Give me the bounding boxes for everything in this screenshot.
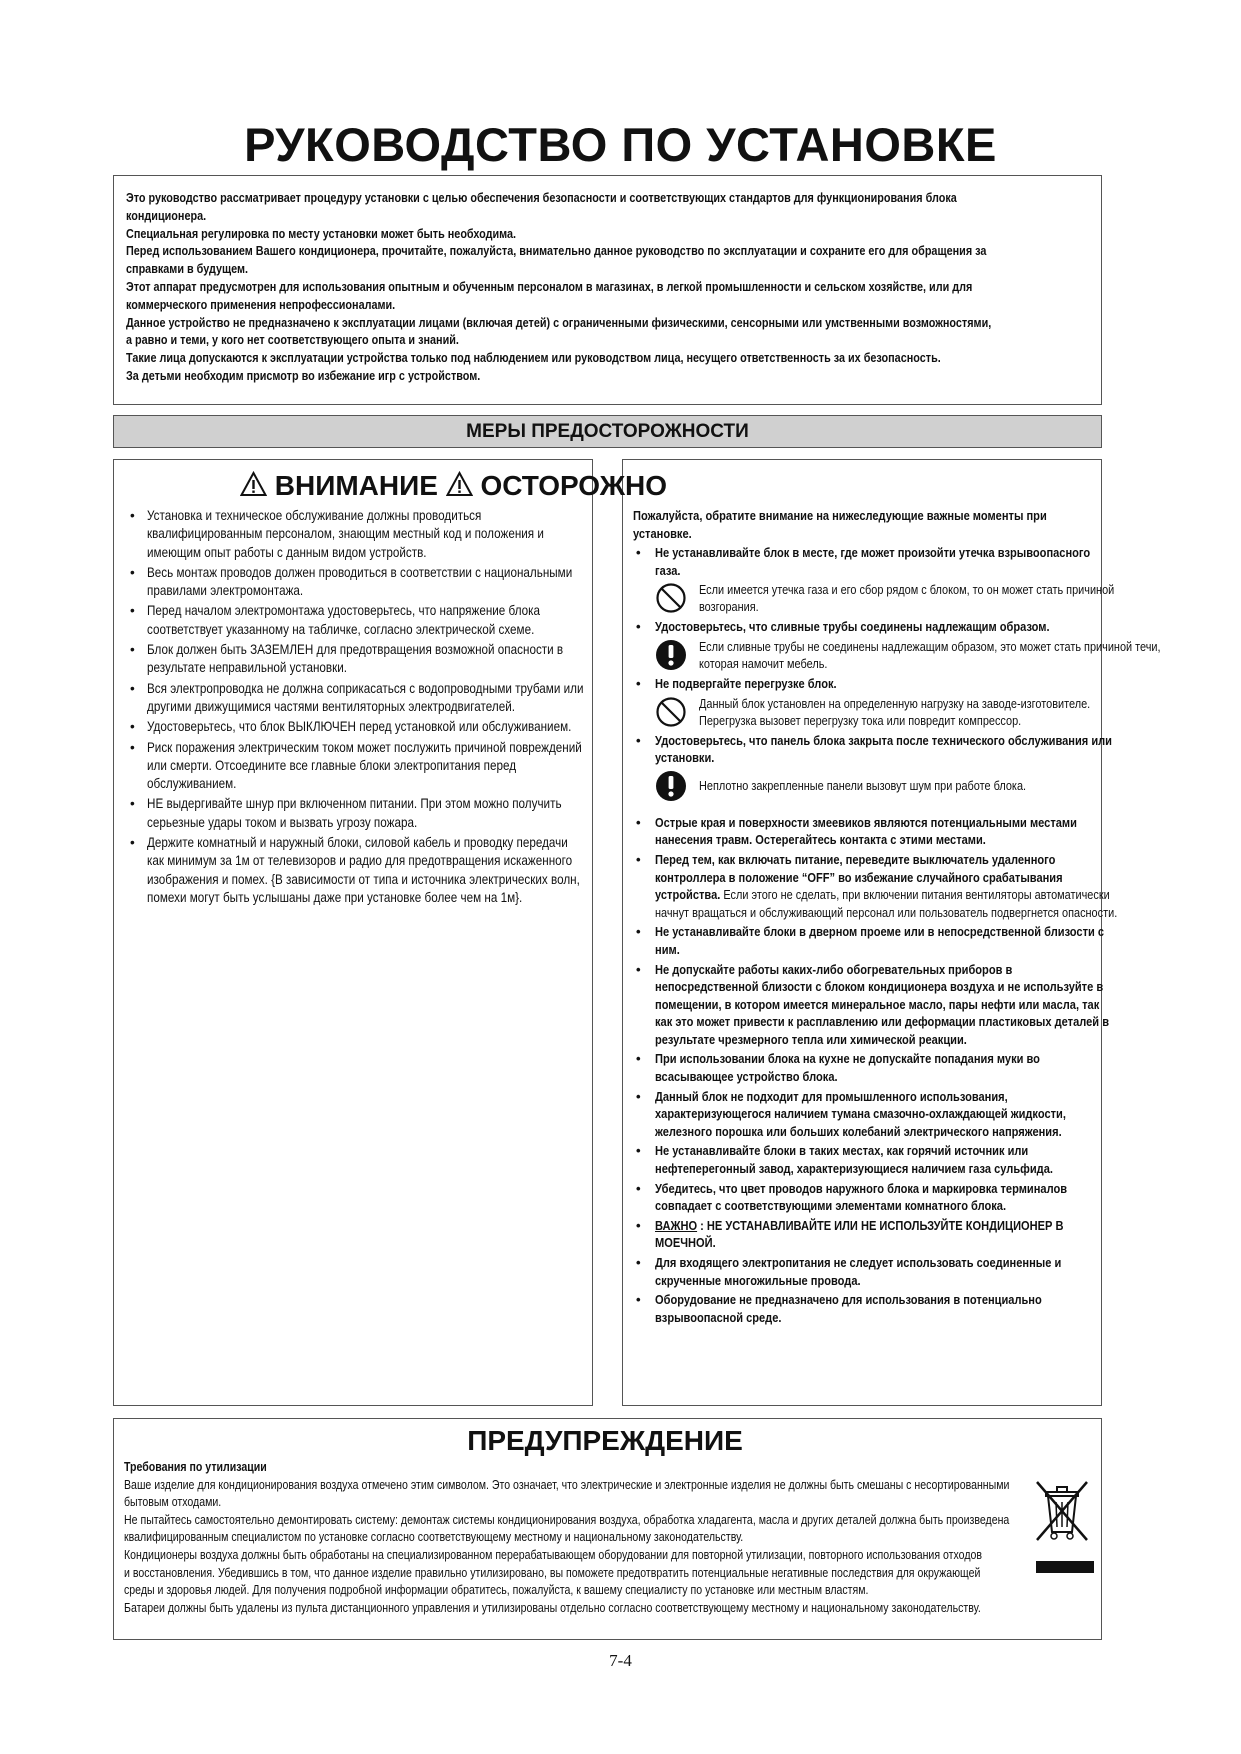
- disposal-section: [124, 1459, 1044, 1617]
- warning-lead: Пожалуйста, обратите внимание на нижеследующие важные моменты при установке.: [633, 508, 1047, 541]
- exclamation-icon: [655, 770, 687, 802]
- exclamation-icon: [655, 639, 687, 671]
- list-item: • Не допускайте работы каких-либо обогревательных приборов в непосредственной близости с блоком кондиционера воздуха и не используйте в помещении, в котором имеется минеральное масло, пары нефти или масла, так как это может привести к расплавлению или деформации пластиковых деталей в результате чрезмерного тепла или химической реакции.: [636, 961, 1110, 1047]
- caution-label: ВНИМАНИЕ: [274, 470, 438, 501]
- warning-label: ОСТОРОЖНО: [480, 470, 667, 501]
- prohibited-icon: [655, 582, 687, 614]
- crossed-bin-icon: [1032, 1478, 1092, 1544]
- disposal-line: и восстановления. Убедившись в том, что данное изделие правильно утилизировано, вы поможете предотвратить потенциальные негативные последствия для окружающей: [124, 1565, 981, 1580]
- list-item: • Держите комнатный и наружный блоки, силовой кабель и проводку передачи как минимум за 1м от телевизоров и радио для предотвращения искаженного изображения и помех. {В зависимости от типа и источника электрических волн, помехи могут быть услышаны даже при установке более чем на 1м}.: [130, 835, 580, 905]
- important-label: ВАЖНО: [655, 1217, 698, 1233]
- intro-line: а равно и теми, у кого нет соответствующего опыта и знаний.: [126, 333, 459, 348]
- intro-box: [113, 175, 1102, 405]
- disposal-heading: Требования по утилизации: [124, 1460, 267, 1474]
- note: Если сливные трубы не соединены надлежащим образом, это может стать причиной течи, которая намочит мебель.: [655, 638, 1103, 672]
- intro-line: коммерческого применения непрофессионалами.: [126, 297, 396, 312]
- list-item: • Весь монтаж проводов должен проводиться в соответствии с национальными правилами электромонтажа.: [130, 564, 573, 599]
- list-item: • Вся электропроводка не должна соприкасаться с водопроводными трубами или другими движущимися частями вентиляторных электродвигателей.: [130, 680, 584, 714]
- page-title: РУКОВОДСТВО ПО УСТАНОВКЕ: [244, 118, 997, 171]
- disposal-line: среды и здоровья людей. Для получения подробной информации обратитесь, пожалуйста, к вашему специалисту по установке или местным властям.: [124, 1583, 869, 1598]
- note: Если имеется утечка газа и его сбор рядом с блоком, то он может стать причиной возгорания.: [655, 581, 1103, 615]
- list-item: • Для входящего электропитания не следует использовать соединенные и скрученные многожильные провода.: [636, 1255, 1062, 1288]
- disposal-line: Кондиционеры воздуха должны быть обработаны на специализированном перерабатывающем оборудовании для повторной утилизации, повторного использования отходов: [124, 1547, 982, 1562]
- disposal-line: Батареи должны быть удалены из пульта дистанционного управления и утилизированы отдельно согласно соответствующему местному и национальному законодательству.: [124, 1600, 981, 1615]
- bin-symbol-bar: [1036, 1561, 1094, 1573]
- intro-line: Такие лица допускаются к эксплуатации устройства только под наблюдением или руководством лица, несущего ответственность за их безопасность.: [126, 351, 941, 366]
- disposal-line: Ваше изделие для кондиционирования воздуха отмечено этим символом. Это означает, что электрические и электронные изделия не должны быть смешаны с несортированными: [124, 1477, 1010, 1492]
- list-item: • Данный блок не подходит для промышленного использования, характеризующегося наличием тумана смазочно-охлаждающей жидкости, железного порошка или больших колебаний электрического напряжения.: [636, 1088, 1066, 1139]
- page-number: 7-4: [609, 1651, 632, 1670]
- list-item: • При использовании блока на кухне не допускайте попадания муки во всасывающее устройство блока.: [636, 1051, 1040, 1085]
- note: Данный блок установлен на определенную нагрузку на заводе-изготовителе. Перегрузка вызовет перегрузку тока или повредит компрессор.: [655, 695, 1103, 729]
- intro-line: За детьми необходим присмотр во избежание игр с устройством.: [126, 368, 481, 383]
- list-item: • Перед началом электромонтажа удостоверьтесь, что напряжение блока соответствует указанному на табличке, согласно электрической схеме.: [130, 603, 541, 637]
- prohibited-icon: [655, 696, 687, 728]
- list-item: • Не подвергайте перегрузке блок.: [636, 675, 837, 691]
- list-item: • НЕ выдергивайте шнур при включенном питании. При этом можно получить серьезные удары током и вызвать угрозу пожара.: [130, 796, 562, 830]
- precautions-header: МЕРЫ ПРЕДОСТОРОЖНОСТИ: [113, 415, 1102, 448]
- list-item: • Не устанавливайте блоки в дверном проеме или в непосредственной близости с ним.: [636, 924, 1105, 957]
- list-item: • ВАЖНО : НЕ УСТАНАВЛИВАЙТЕ ИЛИ НЕ ИСПОЛЬЗУЙТЕ КОНДИЦИОНЕР В МОЕЧНОЙ.: [636, 1217, 1064, 1251]
- disposal-line: бытовым отходами.: [124, 1495, 222, 1510]
- intro-line: справками в будущем.: [126, 262, 249, 277]
- caution-list: [128, 507, 588, 909]
- list-item: • Не устанавливайте блоки в таких местах, как горячий источник или нефтеперегонный завод, характеризующиеся наличием газа сульфида.: [636, 1143, 1053, 1177]
- intro-line: Это руководство рассматривает процедуру установки с целью обеспечения безопасности и соответствующих стандартов для функционирования блока: [126, 191, 957, 205]
- list-item: • Риск поражения электрическим током может послужить причиной повреждений или смерти. Отсоедините все главные блоки электропитания перед обслуживанием.: [130, 739, 582, 792]
- list-item: • Удостоверьтесь, что сливные трубы соединены надлежащим образом.: [636, 619, 1050, 635]
- list-item: • Перед тем, как включать питание, переведите выключатель удаленного контроллера в положение “OFF” во избежание случайного срабатывания устройства. Если этого не сделать, при включении питания вентиляторы автоматически начнут вращаться и обслуживающий персонал или пользователь подвергнется опасности.: [636, 851, 1118, 920]
- intro-line: кондиционера.: [126, 208, 207, 223]
- warning-list: [633, 507, 1161, 1328]
- note: Неплотно закрепленные панели вызовут шум при работе блока.: [655, 769, 1103, 811]
- disposal-line: Не пытайтесь самостоятельно демонтировать систему: демонтаж системы кондиционирования воздуха, обработка хладагента, масла и других деталей должна быть произведена: [124, 1512, 1010, 1527]
- list-item: • Удостоверьтесь, что панель блока закрыта после технического обслуживания или установки.: [636, 732, 1112, 766]
- caution-warning-heading: [240, 470, 667, 502]
- list-item: • Установка и техническое обслуживание должны проводиться квалифицированным персоналом, знающим местный код и положения и имеющим опыт работы с данным видом устройств.: [130, 508, 544, 560]
- list-item: • Оборудование не предназначено для использования в потенциально взрывоопасной среде.: [636, 1292, 1042, 1325]
- list-item: • Удостоверьтесь, что блок ВЫКЛЮЧЕН перед установкой или обслуживанием.: [130, 719, 572, 735]
- list-item: • Блок должен быть ЗАЗЕМЛЕН для предотвращения возможной опасности в результате неправильной установки.: [130, 642, 564, 676]
- list-item: • Убедитесь, что цвет проводов наружного блока и маркировка терминалов совпадает с соответствующими элементами комнатного блока.: [636, 1180, 1068, 1214]
- disposal-line: квалифицированным специалистом по установке согласно соответствующему местному и национальному законодательству.: [124, 1530, 744, 1545]
- warning-title: ПРЕДУПРЕЖДЕНИЕ: [467, 1425, 743, 1456]
- warning-triangle-icon: [446, 471, 473, 497]
- intro-line: Данное устройство не предназначено к эксплуатации лицами (включая детей) с ограниченными физическими, сенсорными или умственными возможностями,: [126, 315, 992, 330]
- warning-triangle-icon: [240, 471, 267, 497]
- list-item: • Острые края и поверхности змеевиков являются потенциальными местами нанесения травм. Остерегайтесь контакта с этими местами.: [636, 814, 1077, 848]
- intro-line: Перед использованием Вашего кондиционера, прочитайте, пожалуйста, внимательно данное руководство по эксплуатации и сохраните его для обращения за: [126, 244, 987, 259]
- intro-line: Специальная регулировка по месту установки может быть необходима.: [126, 226, 517, 241]
- intro-line: Этот аппарат предусмотрен для использования опытным и обученным персоналом в магазинах, в легкой промышленности и сельском хозяйстве, или для: [126, 279, 973, 294]
- list-item: • Не устанавливайте блок в месте, где может произойти утечка взрывоопасного газа.: [636, 545, 1091, 578]
